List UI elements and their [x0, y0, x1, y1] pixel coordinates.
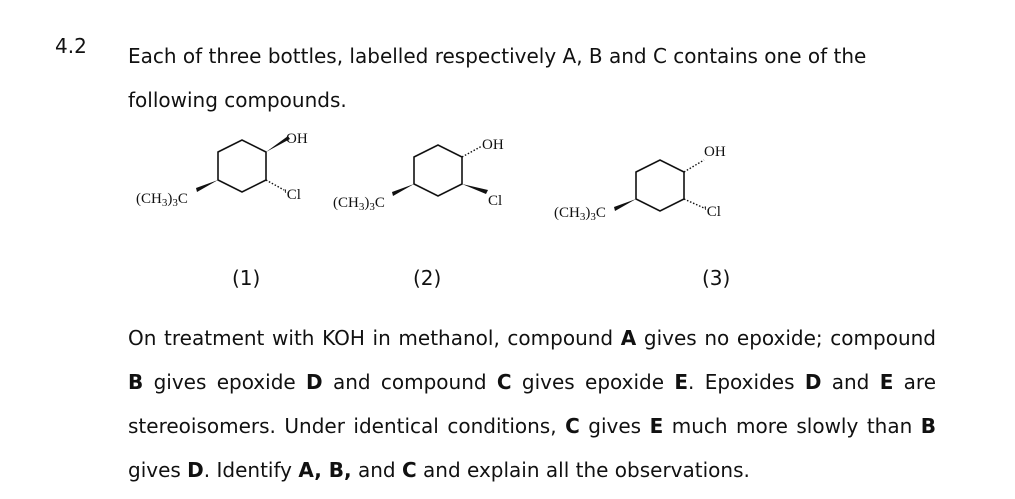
paragraph-segment: and — [351, 458, 402, 482]
paragraph-segment: D — [187, 458, 204, 482]
paragraph-segment: B — [128, 370, 144, 394]
paragraph-segment: gives — [128, 458, 188, 482]
cl-label-2: Cl — [488, 193, 503, 209]
paragraph-segment: C — [401, 458, 417, 482]
structure-label-1: (1) — [232, 266, 261, 290]
question-number: 4.2 — [55, 34, 87, 58]
paragraph-segment: E — [674, 370, 689, 394]
paragraph-segment: C — [565, 414, 580, 438]
substituent-label-3: $(CH_3)_3C$ — [554, 205, 606, 223]
paragraph-segment: On treatment with KOH in methanol, compound — [128, 326, 621, 350]
paragraph-segment: E — [649, 414, 664, 438]
question-paragraph — [128, 316, 936, 492]
structure-label-2: (2) — [413, 266, 442, 290]
paragraph-segment: E — [879, 370, 894, 394]
paragraph-segment: D — [804, 370, 822, 394]
oh-label-3: OH — [704, 144, 726, 160]
structure-2 — [333, 137, 504, 213]
paragraph-segment: much more slowly than — [663, 414, 921, 438]
cl-label-3: 'Cl — [704, 204, 721, 220]
paragraph-segment: . Epoxides — [688, 370, 805, 394]
paragraph-segment: D — [306, 370, 323, 394]
paragraph-segment: and compound — [322, 370, 497, 394]
paragraph-segment: gives no epoxide; compound — [636, 326, 936, 350]
paragraph-segment: B — [920, 414, 937, 438]
paragraph-segment: . Identify — [203, 458, 299, 482]
paragraph-segment: are stereoisomers. Under identical conditions, — [128, 370, 937, 438]
paragraph-segment: C — [496, 370, 512, 394]
paragraph-segment: and — [821, 370, 880, 394]
substituent-label-2: $(CH_3)_3C$ — [333, 195, 385, 213]
cl-label-1: 'Cl — [284, 187, 301, 203]
paragraph-segment: A — [620, 326, 637, 350]
paragraph-segment: gives epoxide — [511, 370, 675, 394]
structure-label-3: (3) — [702, 266, 731, 290]
substituent-label-1: $(CH_3)_3C$ — [136, 191, 188, 209]
paragraph-segment: and explain all the observations. — [416, 458, 750, 482]
paragraph-segment: gives — [579, 414, 650, 438]
structure-1 — [136, 131, 308, 209]
structures-figure — [0, 118, 1015, 248]
oh-label-2: OH — [482, 137, 504, 153]
question-intro: Each of three bottles, labelled respectively A, B and C contains one of the following compounds. — [128, 44, 867, 112]
structure-3 — [554, 144, 726, 223]
paragraph-segment: A, B, — [298, 458, 352, 482]
oh-label-1: OH — [286, 131, 308, 147]
paragraph-segment: gives epoxide — [143, 370, 307, 394]
